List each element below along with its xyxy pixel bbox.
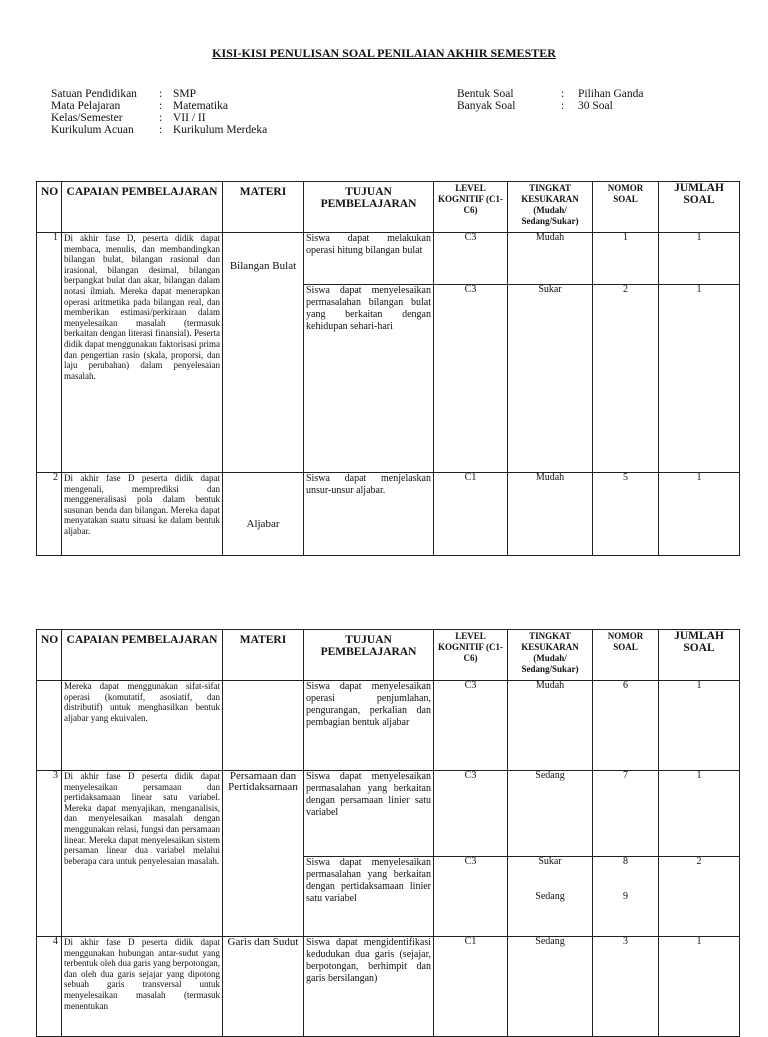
tingkat-cell: Mudah [508,473,593,556]
document-title: KISI-KISI PENULISAN SOAL PENILAIAN AKHIR SEMESTER [212,46,556,60]
table-row [37,681,740,771]
jumlah-cell: 1 [659,285,740,473]
tingkat-cell: Sedang [508,937,593,1037]
jumlah-cell: 1 [659,771,740,857]
table-row [37,473,740,556]
materi-cell: Persamaan dan Pertidaksamaan [223,771,304,937]
tingkat-cell: Mudah [508,233,593,285]
info-label: Satuan Pendidikan [51,88,137,100]
header-no: NO [37,182,62,233]
tujuan-cell: Siswa dapat melakukan operasi hitung bilangan bulat [304,233,434,285]
row-no: 3 [37,771,62,937]
info-row: Banyak Soal : 30 Soal [457,100,613,112]
header-jumlah: JUMLAH SOAL [659,182,740,233]
tujuan-cell: Siswa dapat menyelesaikan operasi penjumlahan, pengurangan, perkalian dan pembagian bentuk aljabar [304,681,434,771]
info-value: VII / II [173,112,206,124]
info-value: Matematika [173,100,228,112]
info-label: Mata Pelajaran [51,100,121,112]
level-cell: C3 [434,285,508,473]
header-level: LEVEL KOGNITIF (C1-C6) [434,630,508,681]
nomor-cell: 2 [593,285,659,473]
tingkat-cell [508,857,593,937]
nomor-cell: 7 [593,771,659,857]
kisi-table-2 [36,629,740,1037]
tujuan-cell: Siswa dapat mengidentifikasi kedudukan dua garis (sejajar, berpotongan, berhimpit dan garis bersilangan) [304,937,434,1037]
nomor-cell: 5 [593,473,659,556]
header-materi: MATERI [223,630,304,681]
table-row [37,233,740,285]
row-no [37,681,62,771]
jumlah-cell: 1 [659,681,740,771]
row-no: 2 [37,473,62,556]
header-nomor: NOMOR SOAL [593,630,659,681]
info-row: Kelas/Semester : VII / II [51,112,206,124]
capaian-cell: Di akhir fase D, peserta didik dapat membaca, menulis, dan membandingkan bilangan bulat, bilangan rasional dan irasional, bilangan desimal, bilangan berpangkat bulat dan akar, bilangan dalam notasi ilmiah. Mereka dapat menerapkan operasi aritmetika pada bilangan real, dan memberikan estimasi/perkiraan dalam menyelesaikan masalah (termasuk berkaitan dengan literasi finansial). Peserta didik dapat menggunakan faktorisasi prima dan pengertian rasio (skala, proporsi, dan laju perubahan) dalam penyelesaian masalah. [62,233,223,473]
jumlah-cell: 1 [659,473,740,556]
table-row [37,937,740,1037]
info-value: SMP [173,88,197,100]
level-cell: C1 [434,473,508,556]
info-label: Kurikulum Acuan [51,124,134,136]
header-nomor: NOMOR SOAL [593,182,659,233]
tujuan-cell: Siswa dapat menyelesaikan permasalahan yang berkaitan dengan persamaan linier satu variabel [304,771,434,857]
header-tingkat: TINGKAT KESUKARAN (Mudah/ Sedang/Sukar) [508,630,593,681]
kisi-table-1 [36,181,740,556]
info-value: Kurikulum Merdeka [173,124,268,136]
info-left [51,88,267,136]
info-label: Banyak Soal [457,100,516,112]
header-capaian: CAPAIAN PEMBELAJARAN [62,182,223,233]
nomor-cell [593,857,659,937]
nomor-value: 9 [623,890,628,902]
header-capaian: CAPAIAN PEMBELAJARAN [62,630,223,681]
nomor-cell: 3 [593,937,659,1037]
header-tujuan: TUJUAN PEMBELAJARAN [304,630,434,681]
tujuan-cell: Siswa dapat menyelesaikan permasalahan bilangan bulat yang berkaitan dengan kehidupan sehari-hari [304,285,434,473]
row-no: 1 [37,233,62,473]
tingkat-cell: Sukar [508,285,593,473]
header-tingkat: TINGKAT KESUKARAN (Mudah/ Sedang/Sukar) [508,182,593,233]
jumlah-cell: 2 [659,857,740,937]
header-tujuan: TUJUAN PEMBELAJARAN [304,182,434,233]
level-cell: C3 [434,233,508,285]
info-value: Pilihan Ganda [578,88,644,100]
nomor-cell: 1 [593,233,659,285]
info-right [457,88,643,112]
materi-cell [223,681,304,771]
row-no: 4 [37,937,62,1037]
level-cell: C3 [434,857,508,937]
header-level: LEVEL KOGNITIF (C1-C6) [434,182,508,233]
tingkat-value: Sedang [535,890,565,902]
tingkat-cell: Sedang [508,771,593,857]
tingkat-value: Sukar [538,856,562,867]
level-cell: C3 [434,681,508,771]
table-row [37,771,740,857]
header-materi: MATERI [223,182,304,233]
info-row: Bentuk Soal : Pilihan Ganda [457,88,644,100]
capaian-cell: Di akhir fase D peserta didik dapat mengenali, memprediksi dan menggeneralisasi pola dalam bentuk susunan benda dan bilangan. Mereka dapat menyatakan suatu situasi ke dalam bentuk aljabar. [62,473,223,556]
tujuan-cell: Siswa dapat menyelesaikan permasalahan yang berkaitan dengan pertidaksamaan linier satu variabel [304,857,434,937]
materi-cell: Garis dan Sudut [223,937,304,1037]
header-no: NO [37,630,62,681]
info-value: 30 Soal [578,100,613,112]
tujuan-cell: Siswa dapat menjelaskan unsur-unsur aljabar. [304,473,434,556]
nomor-value: 8 [623,856,628,867]
level-cell: C3 [434,771,508,857]
nomor-cell: 6 [593,681,659,771]
info-label: Bentuk Soal [457,88,514,100]
capaian-cell: Di akhir fase D peserta didik dapat menyelesaikan persamaan dan pertidaksamaan linear satu variabel. Mereka dapat menyajikan, menganalisis, dan menyelesaikan masalah dengan menggunakan relasi, fungsi dan persamaan linear. Mereka dapat menyelesaikan sistem persaman linear dua variabel melalui beberapa cara untuk penyelesaian masalah. [62,771,223,937]
header-row [37,630,740,681]
jumlah-cell: 1 [659,937,740,1037]
jumlah-cell: 1 [659,233,740,285]
capaian-cell: Mereka dapat menggunakan sifat-sifat operasi (komutatif, asosiatif, dan distributif) untuk menghasilkan bentuk aljabar yang ekuivalen. [62,681,223,771]
info-row: Kurikulum Acuan : Kurikulum Merdeka [51,124,268,136]
info-row: Mata Pelajaran : Matematika [51,100,228,112]
materi-cell: Aljabar [223,473,304,556]
info-label: Kelas/Semester [51,112,123,124]
info-row: Satuan Pendidikan : SMP [51,88,197,100]
materi-cell: Bilangan Bulat [223,233,304,473]
header-jumlah: JUMLAH SOAL [659,630,740,681]
capaian-cell: Di akhir fase D peserta didik dapat menggunakan hubungan antar-sudut yang terbentuk oleh dua garis yang berpotongan, dan oleh dua garis sejajar yang dipotong sebuah garis transversal untuk menyelesaikan masalah (termasuk menentukan [62,937,223,1037]
tingkat-cell: Mudah [508,681,593,771]
header-row [37,182,740,233]
level-cell: C1 [434,937,508,1037]
